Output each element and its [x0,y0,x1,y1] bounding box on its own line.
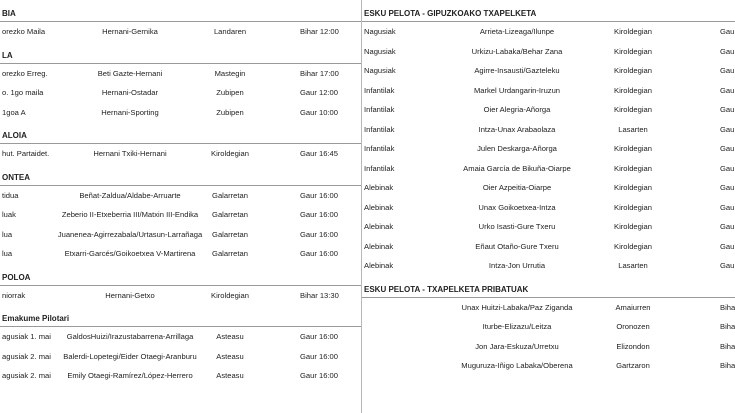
schedule-row [0,327,361,347]
match-cell: Markel Urdangarin-Iruzun [473,85,561,95]
venue-cell: Kiroldegian [614,66,652,75]
schedule-row [0,225,361,245]
schedule-row [362,61,735,81]
match-cell: Urko Isasti-Gure Txeru [478,222,556,231]
time-cell: Biha [720,361,735,370]
venue-cell: Kiroldegian [614,46,652,56]
section-title: POLOA [0,270,361,286]
time-cell: Gaur 16:00 [300,371,338,380]
schedule-row [362,22,735,42]
category-cell: Nagusiak [364,66,396,75]
match-cell: Hernani-Gernika [102,27,158,36]
category-cell: lua [2,229,13,239]
schedule-row [362,159,735,179]
time-cell: Gau [720,85,735,95]
venue-cell: Kiroldegian [614,144,652,153]
category-cell: Infantilak [364,85,395,95]
category-cell: Alebinak [364,261,394,270]
time-cell: Gaur 16:00 [300,351,338,361]
venue-cell: Kiroldegian [614,85,652,95]
schedule-row [362,298,735,318]
time-cell: Gau [720,202,735,212]
schedule-row [362,178,735,198]
category-cell: lua [2,249,13,258]
schedule-row [362,81,735,101]
venue-cell: Kiroldegian [614,105,652,114]
section-title: ALOIA [0,128,361,144]
category-cell: orezko Maila [2,27,46,36]
category-cell: Alebinak [364,202,394,212]
venue-cell: Oronozen [616,322,650,331]
schedule-row [362,256,735,276]
venue-cell: Kiroldegian [211,149,249,158]
schedule-row [0,103,361,123]
match-cell: Etxarri-Garcés/Goikoetxea V-Martirena [64,249,196,258]
match-cell: Juanenea-Agirrezabala/Urtasun-Larrañaga [57,229,203,239]
category-cell: luak [2,210,16,219]
match-cell: Intza-Unax Arabaolaza [478,124,556,134]
time-cell: Gau [720,66,735,75]
time-cell: Gaur 16:00 [300,229,338,239]
category-cell: Nagusiak [364,46,396,56]
schedule-row [0,144,361,164]
schedule-row [0,366,361,386]
category-cell: Infantilak [364,163,395,173]
match-cell: Eñaut Otaño-Gure Txeru [475,241,559,251]
venue-cell: Amaiurren [615,302,651,312]
category-cell: agusiak 2. mai [2,351,51,361]
category-cell: Alebinak [364,241,394,251]
section-title: Emakume Pilotari [0,311,361,327]
schedule-row [0,244,361,264]
venue-cell: Kiroldegian [614,202,652,212]
match-cell: Urkizu-Labaka/Behar Zana [471,46,563,56]
match-cell: Jon Jara-Eskuza/Urretxu [475,341,559,351]
section-title: ONTEA [0,170,361,186]
category-cell: Infantilak [364,144,395,153]
schedule-row [0,83,361,103]
match-cell: Hernani Txiki-Hernani [93,149,167,158]
match-cell: Hernani-Ostadar [101,88,159,97]
schedule-row [362,217,735,237]
time-cell: Gau [720,46,735,56]
schedule-row [0,186,361,206]
schedule-row [0,286,361,306]
match-cell: Beti Gazte-Hernani [97,68,163,78]
schedule-row [0,64,361,84]
match-cell: Iturbe-Elizazu/Leitza [482,322,552,331]
section-title: LA [0,48,361,64]
category-cell: Alebinak [364,183,394,192]
match-cell: Beñat-Zaldua/Aldabe-Arruarte [79,190,181,200]
schedule-row [362,198,735,218]
category-cell: agusiak 1. mai [2,332,51,341]
match-cell: Hernani-Getxo [105,290,155,300]
venue-cell: Kiroldegian [614,222,652,231]
category-cell: niorrak [2,290,26,300]
match-cell: Emily Otaegi-Ramírez/López-Herrero [67,371,193,380]
schedule-row [362,237,735,257]
time-cell: Gaur 16:00 [300,249,338,258]
venue-cell: Landaren [213,27,247,36]
match-cell: Muguruza-Iñigo Labaka/Oberena [461,361,573,370]
schedule-row [362,317,735,337]
schedule-row [362,337,735,357]
category-cell: 1goa A [2,107,26,117]
time-cell: Gaur 16:00 [300,210,338,219]
time-cell: Gaur 16:45 [300,149,338,158]
schedule-row [0,205,361,225]
schedule-row [362,120,735,140]
match-cell: Unax Goikoetxea-Intza [478,202,556,212]
time-cell: Gau [720,27,735,36]
match-cell: Oier Azpeitia-Oiarpe [482,183,552,192]
time-cell: Gaur 16:00 [300,332,338,341]
match-cell: Amaia García de Bikuña-Oiarpe [463,163,571,173]
match-cell: Balerdi-Lopetegi/Eider Otaegi-Aranburu [63,351,197,361]
time-cell: Gau [720,261,735,270]
venue-cell: Lasarten [618,261,648,270]
schedule-row [0,347,361,367]
time-cell: Gau [720,222,735,231]
time-cell: Gau [720,124,735,134]
match-cell: Agirre-Insausti/Gazteleku [474,66,560,75]
venue-cell: Kiroldegian [614,27,652,36]
schedule-row [0,22,361,42]
venue-cell: Kiroldegian [614,241,652,251]
time-cell: Bihar 12:00 [300,27,339,36]
time-cell: Gaur 12:00 [300,88,338,97]
category-cell: o. 1go maila [2,88,44,97]
venue-cell: Zubipen [216,88,244,97]
venue-cell: Mastegin [214,68,246,78]
venue-cell: Galarretan [212,249,248,258]
venue-cell: Kiroldegian [614,183,652,192]
venue-cell: Elizondon [616,341,650,351]
category-cell: Infantilak [364,105,395,114]
time-cell: Gau [720,241,735,251]
time-cell: Biha [720,302,735,312]
match-cell: GaldosHuizi/Irazustabarrena-Arrillaga [66,332,194,341]
venue-cell: Kiroldegian [614,163,652,173]
time-cell: Bihar 13:30 [300,290,339,300]
category-cell: Alebinak [364,222,394,231]
section-title: ESKU PELOTA - TXAPELKETA PRIBATUAK [362,282,735,298]
venue-cell: Zubipen [216,107,244,117]
match-cell: Oier Alegria-Añorga [483,105,551,114]
section-title: ESKU PELOTA - GIPUZKOAKO TXAPELKETA [362,6,735,22]
time-cell: Gaur 16:00 [300,190,338,200]
match-cell: Julen Deskarga-Añorga [477,144,557,153]
right-schedule-panel [362,0,735,413]
schedule-row [362,100,735,120]
time-cell: Biha [720,322,735,331]
venue-cell: Galarretan [212,210,248,219]
category-cell: agusiak 2. mai [2,371,51,380]
schedule-row [362,356,735,376]
venue-cell: Galarretan [212,190,248,200]
time-cell: Gau [720,163,735,173]
match-cell: Zeberio II-Etxeberria III/Matxin III-Endika [61,210,199,219]
time-cell: Biha [720,341,735,351]
time-cell: Gau [720,144,735,153]
left-schedule-panel [0,0,362,413]
category-cell: orezko Erreg. [2,68,48,78]
time-cell: Gaur 10:00 [300,107,338,117]
category-cell: Infantilak [364,124,395,134]
venue-cell: Lasarten [618,124,648,134]
venue-cell: Asteasu [216,371,244,380]
venue-cell: Gartzaron [616,361,650,370]
time-cell: Bihar 17:00 [300,68,339,78]
match-cell: Arrieta-Lizeaga/Ilunpe [479,27,555,36]
venue-cell: Kiroldegian [211,290,249,300]
venue-cell: Galarretan [212,229,248,239]
section-title: BIA [0,6,361,22]
schedule-row [362,139,735,159]
match-cell: Intza-Jon Urrutia [488,261,546,270]
venue-cell: Asteasu [216,351,244,361]
venue-cell: Asteasu [216,332,244,341]
schedule-row [362,42,735,62]
match-cell: Unax Huitzi-Labaka/Paz Ziganda [461,302,573,312]
category-cell: Nagusiak [364,27,396,36]
category-cell: hut. Partaidet. [2,149,50,158]
time-cell: Gau [720,105,735,114]
category-cell: tidua [2,190,19,200]
match-cell: Hernani-Sporting [101,107,159,117]
time-cell: Gau [720,183,735,192]
